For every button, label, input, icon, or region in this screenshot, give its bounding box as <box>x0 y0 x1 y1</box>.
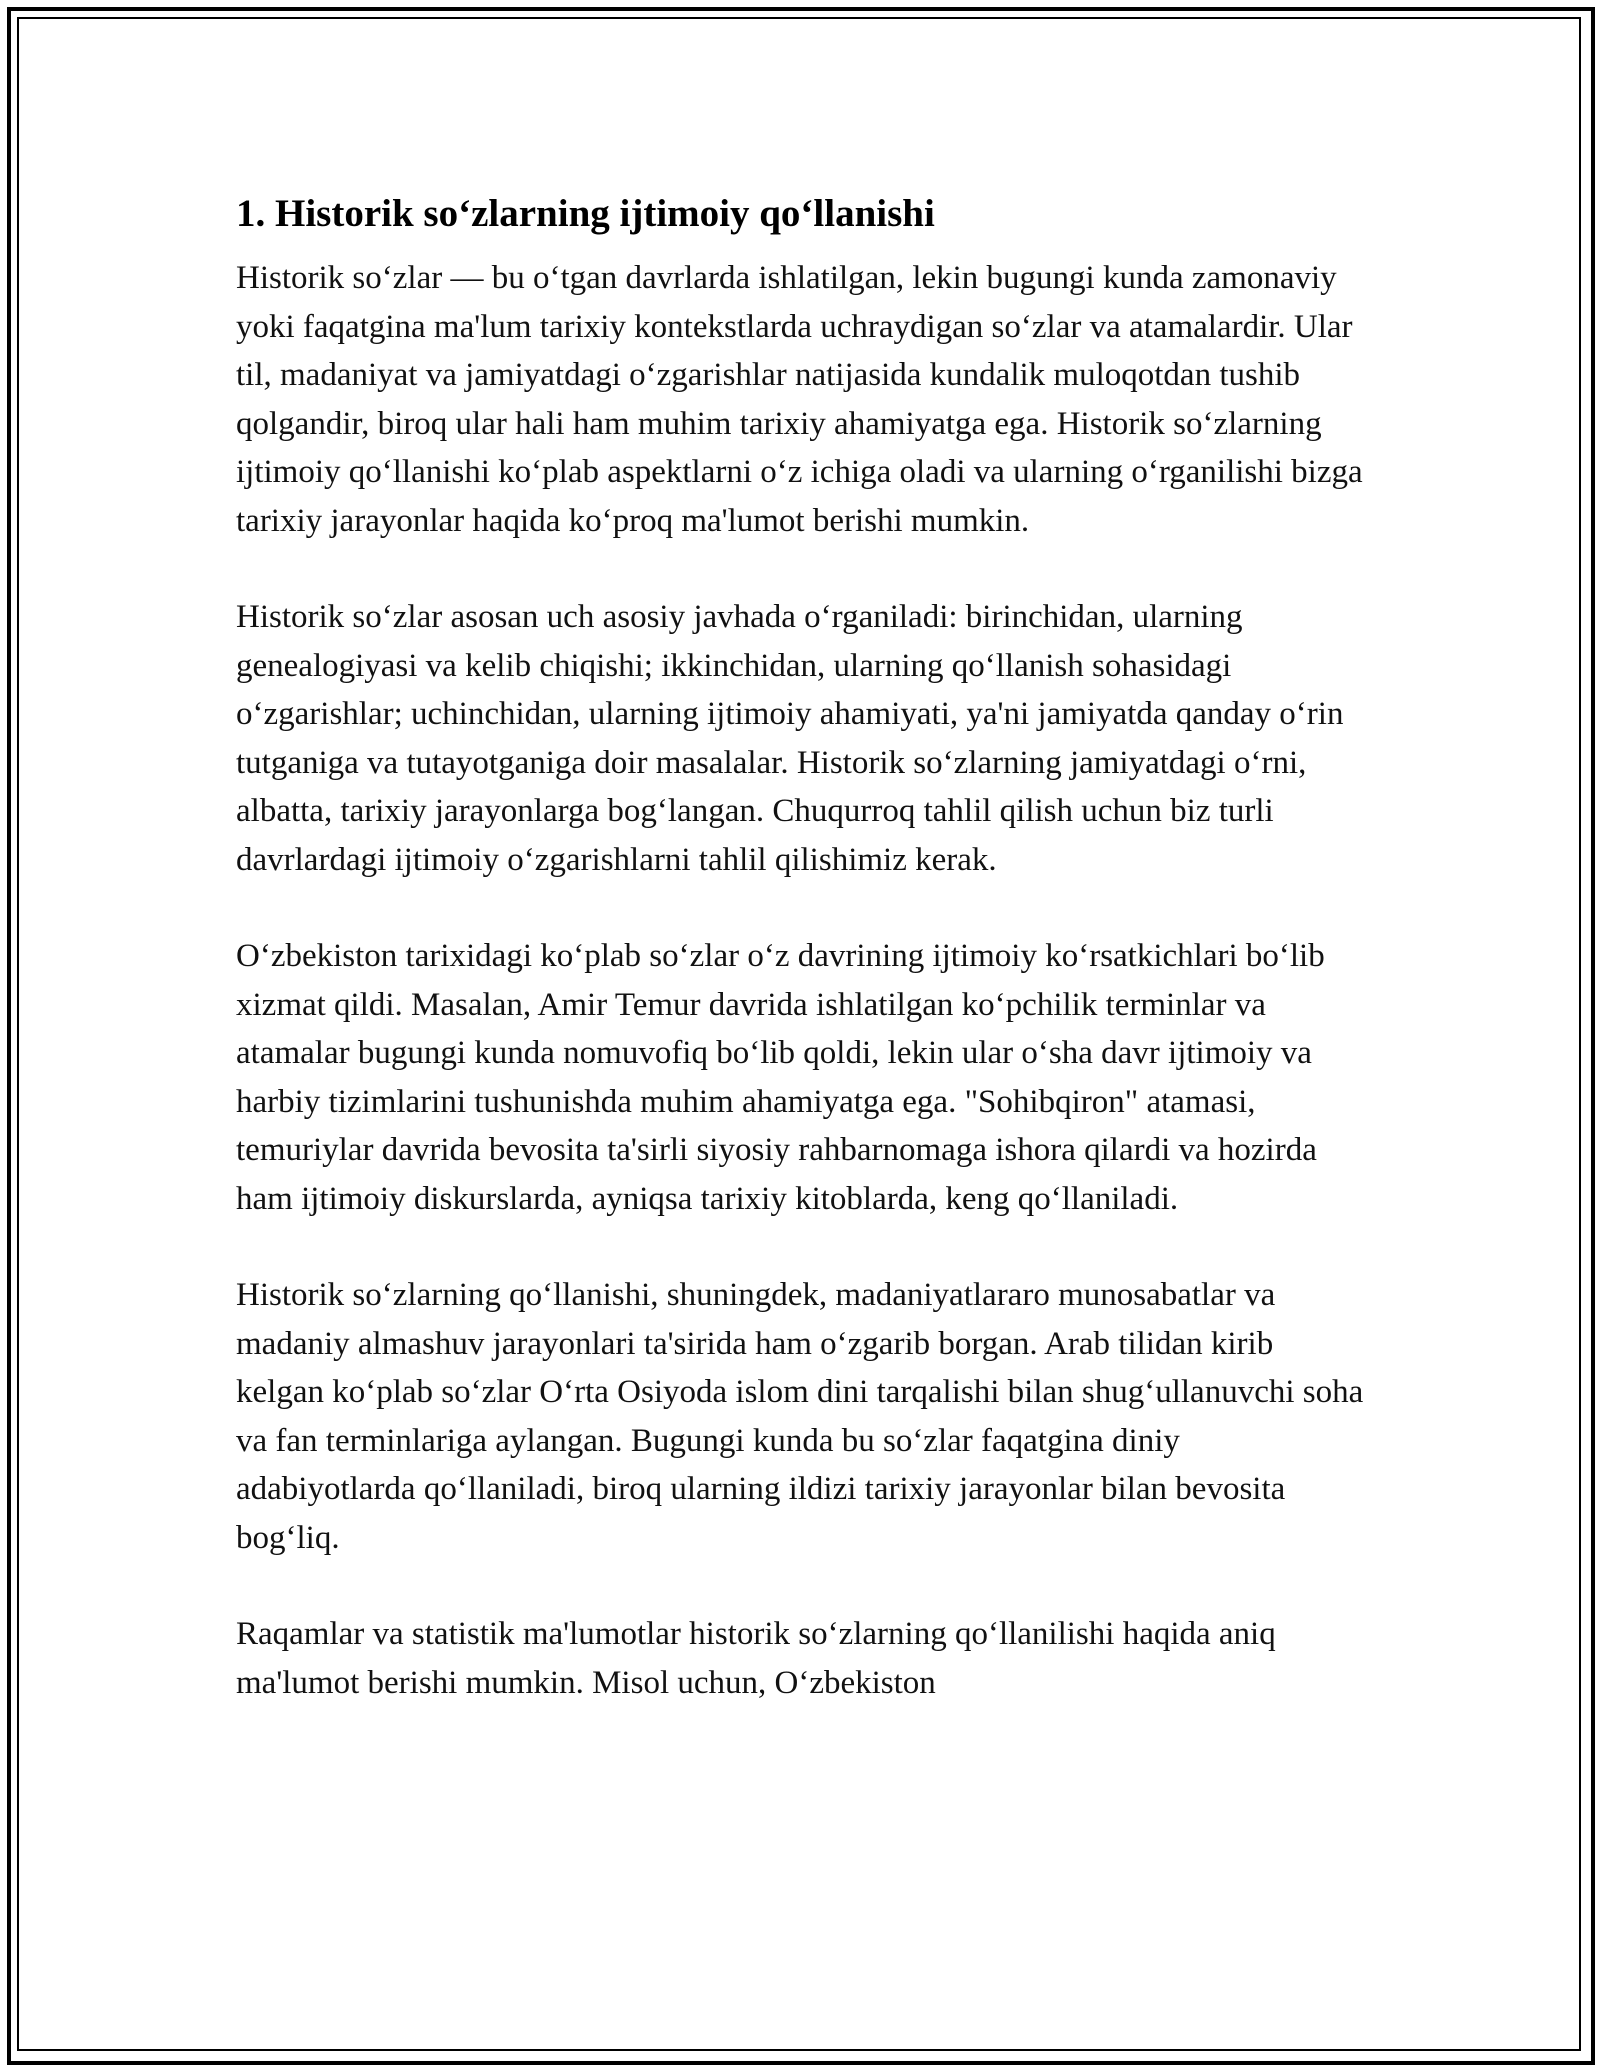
paragraph-5: Raqamlar va statistik ma'lumotlar historik so‘zlarning qo‘llanilishi haqida aniq ma'lumot berishi mumkin. Misol uchun, O‘zbekiston <box>236 1616 1276 1701</box>
paragraph-2: Historik so‘zlar asosan uch asosiy javhada o‘rganiladi: birinchidan, ularning genealogiyasi va kelib chiqishi; ikkinchidan, ularning qo‘llanish sohasidagi o‘zgarishlar; uchinchidan, ularning ijtimoiy ahamiyati, ya'ni jamiyatda qanday o‘rin tutganiga va tutayotganiga doir masalalar. Historik so‘zlarning jamiyatdagi o‘rni, albatta, tarixiy jarayonlarga bog‘langan. Chuqurroq tahlil qilish uchun biz turli davrlardagi ijtimoiy o‘zgarishlarni tahlil qilishimiz kerak. <box>236 599 1344 878</box>
paragraph-3: O‘zbekiston tarixidagi ko‘plab so‘zlar o‘z davrining ijtimoiy ko‘rsatkichlari bo‘lib xizmat qildi. Masalan, Amir Temur davrida ishlatilgan ko‘pchilik terminlar va atamalar bugungi kunda nomuvofiq bo‘lib qoldi, lekin ular o‘sha davr ijtimoiy va harbiy tizimlarini tushunishda muhim ahamiyatga ega. "Sohibqiron" atamasi, temuriylar davrida bevosita ta'sirli siyosiy rahbarnomaga ishora qilardi va hozirda ham ijtimoiy diskurslarda, ayniqsa tarixiy kitoblarda, keng qo‘llaniladi. <box>236 938 1325 1217</box>
paragraph-1: Historik so‘zlar — bu o‘tgan davrlarda ishlatilgan, lekin bugungi kunda zamonaviy yoki faqatgina ma'lum tarixiy kontekstlarda uchraydigan so‘zlar va atamalardir. Ular til, madaniyat va jamiyatdagi o‘zgarishlar natijasida kundalik muloqotdan tushib qolgandir, biroq ular hali ham muhim tarixiy ahamiyatga ega. Historik so‘zlarning ijtimoiy qo‘llanishi ko‘plab aspektlarni o‘z ichiga oladi va ularning o‘rganilishi bizga tarixiy jarayonlar haqida ko‘proq ma'lumot berishi mumkin. <box>236 260 1363 539</box>
document-body <box>236 186 1366 1755</box>
section-heading: 1. Historik so‘zlarning ijtimoiy qo‘llanishi <box>236 192 935 235</box>
paragraph-4: Historik so‘zlarning qo‘llanishi, shuningdek, madaniyatlararo munosabatlar va madaniy almashuv jarayonlari ta'sirida ham o‘zgarib borgan. Arab tilidan kirib kelgan ko‘plab so‘zlar O‘rta Osiyoda islom dini tarqalishi bilan shug‘ullanuvchi soha va fan terminlariga aylangan. Bugungi kunda bu so‘zlar faqatgina diniy adabiyotlarda qo‘llaniladi, biroq ularning ildizi tarixiy jarayonlar bilan bevosita bog‘liq. <box>236 1277 1364 1556</box>
